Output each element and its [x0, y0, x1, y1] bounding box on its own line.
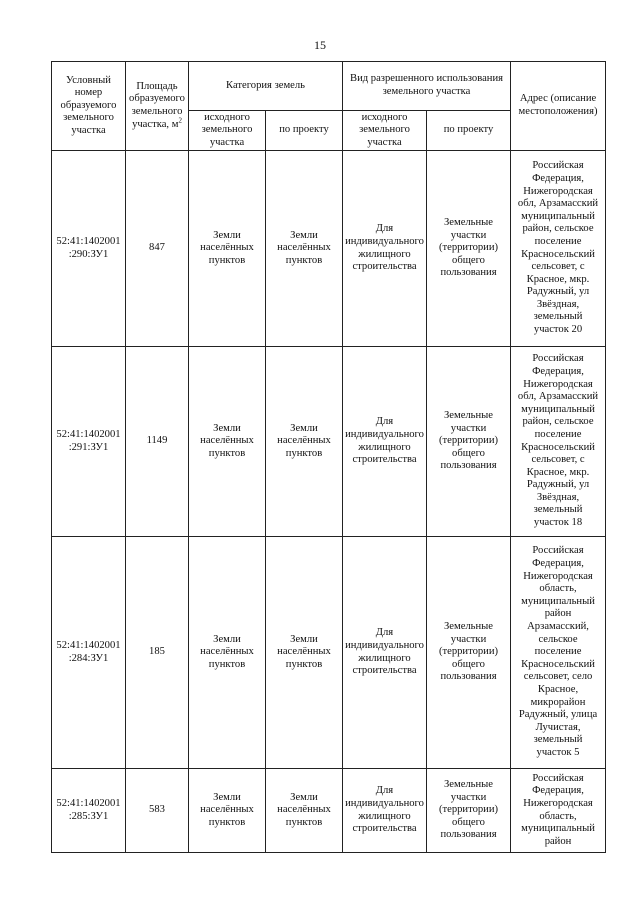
category-original-cell: Земли населённых пунктов — [189, 347, 266, 537]
address-cell: Российская Федерация, Нижегородская область, муниципальный район Арзамасский, сельское поселение Красносельский сельсовет, село Красное, микрорайон Радужный, улица Лучистая, земельный участок 5 — [511, 537, 606, 769]
plot-id-cell: 52:41:1402001 :291:ЗУ1 — [52, 347, 126, 537]
area-cell: 847 — [126, 151, 189, 347]
category-project-cell: Земли населённых пунктов — [266, 769, 343, 853]
address-cell: Российская Федерация, Нижегородская область, муниципальный район — [511, 769, 606, 853]
category-project-cell: Земли населённых пунктов — [266, 347, 343, 537]
header-use-project: по проекту — [427, 111, 511, 151]
header-address: Адрес (описание местоположения) — [511, 62, 606, 151]
use-original-cell: Для индивидуального жилищного строительства — [343, 769, 427, 853]
category-project-cell: Земли населённых пунктов — [266, 537, 343, 769]
area-cell: 1149 — [126, 347, 189, 537]
category-project-cell: Земли населённых пунктов — [266, 151, 343, 347]
plot-id-cell: 52:41:1402001 :284:ЗУ1 — [52, 537, 126, 769]
header-category-original: исходного земельного участка — [189, 111, 266, 151]
use-project-cell: Земельные участки (территории) общего пользования — [427, 537, 511, 769]
plot-id-cell: 52:41:1402001 :285:ЗУ1 — [52, 769, 126, 853]
area-cell: 583 — [126, 769, 189, 853]
use-project-cell: Земельные участки (территории) общего пользования — [427, 151, 511, 347]
category-original-cell: Земли населённых пунктов — [189, 537, 266, 769]
header-area-unit-power: 2 — [178, 116, 182, 125]
page-number: 15 — [314, 38, 326, 52]
use-original-cell: Для индивидуального жилищного строительства — [343, 537, 427, 769]
address-cell: Российская Федерация, Нижегородская обл, Арзамасский муниципальный район, сельское поселение Красносельский сельсовет, с Красное, мкр. Радужный, ул Звёздная, земельный участок 18 — [511, 347, 606, 537]
category-original-cell: Земли населённых пунктов — [189, 769, 266, 853]
use-project-cell: Земельные участки (территории) общего пользования — [427, 347, 511, 537]
land-plots-table — [51, 61, 606, 853]
table-row — [52, 151, 606, 347]
header-category: Категория земель — [189, 62, 343, 111]
address-cell: Российская Федерация, Нижегородская обл, Арзамасский муниципальный район, сельское поселение Красносельский сельсовет, с Красное, мкр. Радужный, ул Звёздная, земельный участок 20 — [511, 151, 606, 347]
header-plot-id: Условный номер образуемого земельного участка — [52, 62, 126, 151]
header-area-label: Площадь образуемого земельного участка, — [129, 80, 185, 130]
header-category-project: по проекту — [266, 111, 343, 151]
header-use: Вид разрешенного использования земельного участка — [343, 62, 511, 111]
header-area — [126, 62, 189, 151]
plot-id-cell: 52:41:1402001 :290:ЗУ1 — [52, 151, 126, 347]
use-original-cell: Для индивидуального жилищного строительства — [343, 151, 427, 347]
table-row — [52, 347, 606, 537]
header-use-original: исходного земельного участка — [343, 111, 427, 151]
header-area-unit: м — [171, 118, 179, 130]
use-project-cell: Земельные участки (территории) общего пользования — [427, 769, 511, 853]
area-cell: 185 — [126, 537, 189, 769]
table-row — [52, 769, 606, 853]
category-original-cell: Земли населённых пунктов — [189, 151, 266, 347]
use-original-cell: Для индивидуального жилищного строительства — [343, 347, 427, 537]
table-row — [52, 537, 606, 769]
